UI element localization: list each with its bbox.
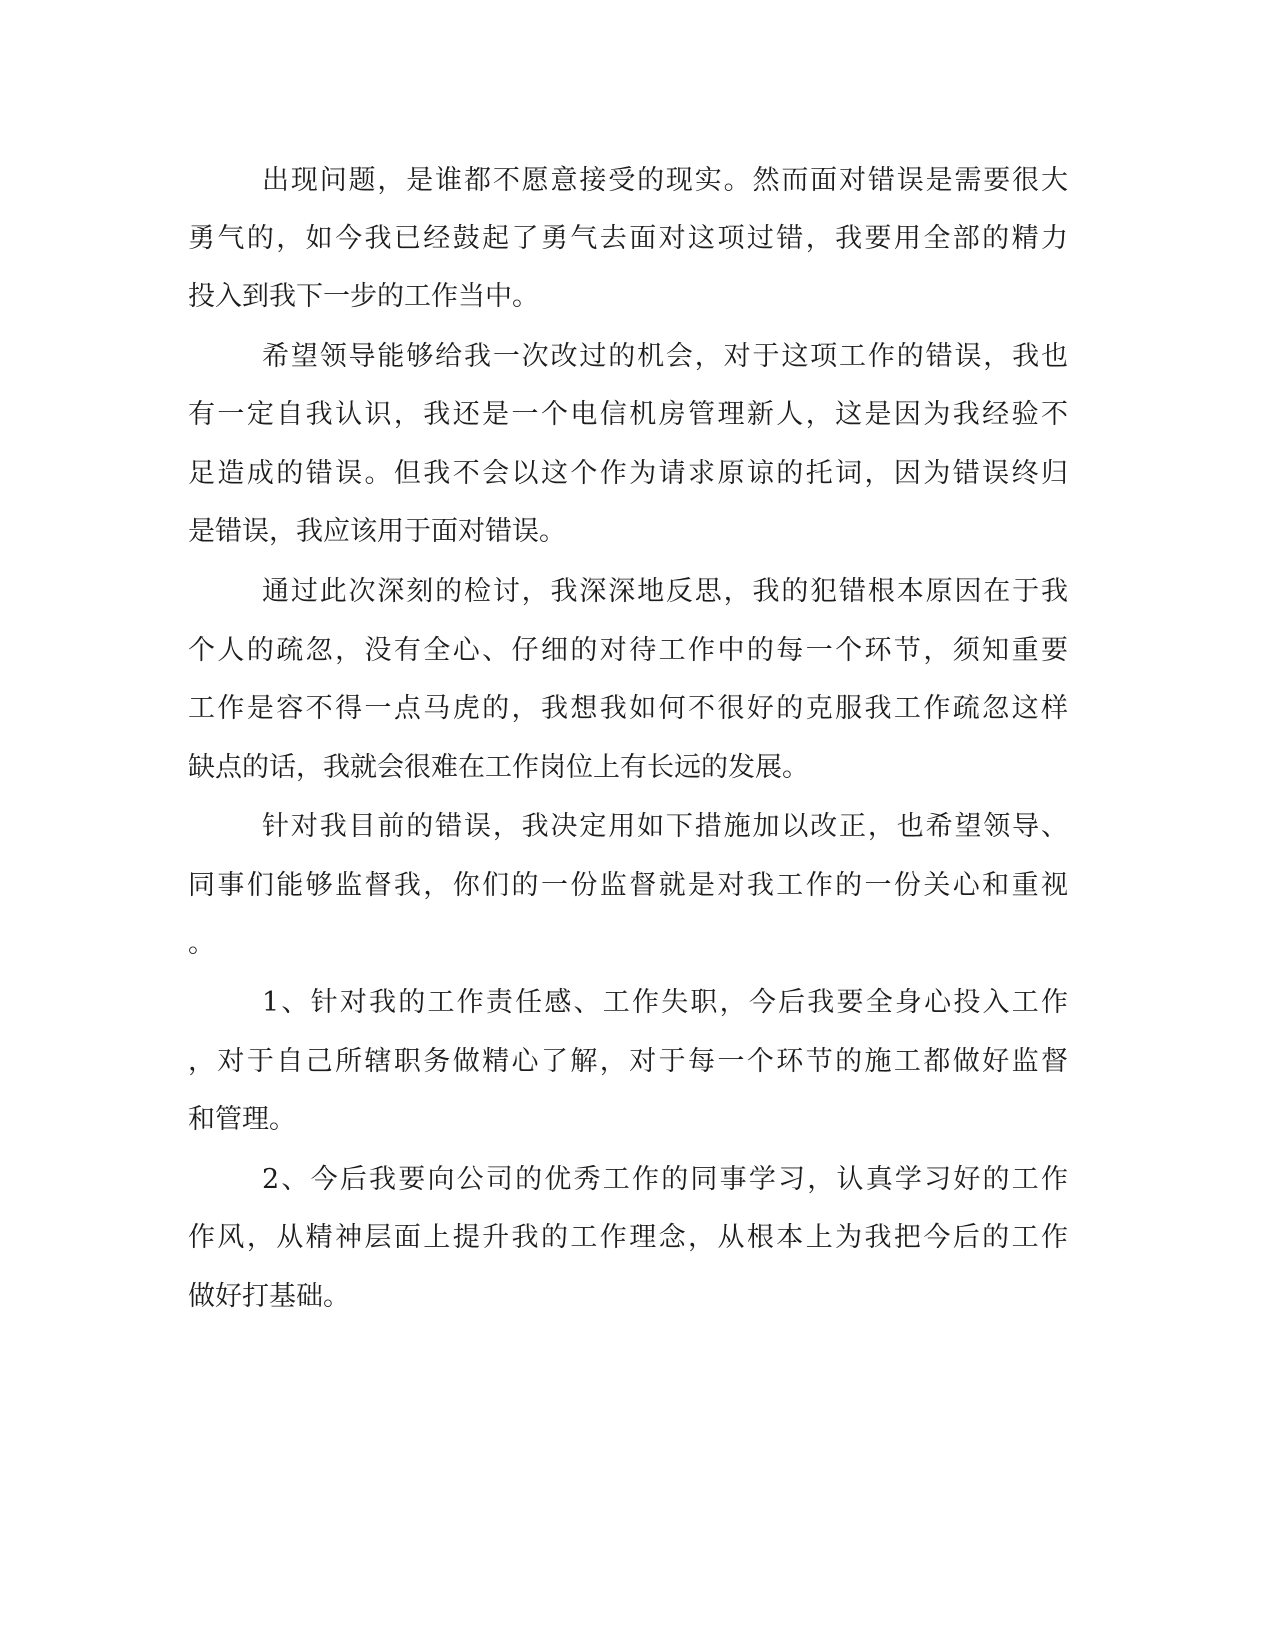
paragraph-2-line-4: 是错误，我应该用于面对错误。 <box>188 516 566 547</box>
paragraph-3-line-2: 个人的疏忽，没有全心、仔细的对待工作中的每一个环节，须知重要 <box>188 635 1068 666</box>
paragraph-2-line-1: 希望领导能够给我一次改过的机会，对于这项工作的错误，我也 <box>262 341 1068 372</box>
paragraph-4-line-3: 。 <box>188 928 215 959</box>
paragraph-4-line-2: 同事们能够监督我，你们的一份监督就是对我工作的一份关心和重视 <box>188 870 1068 901</box>
paragraph-1-line-2: 勇气的，如今我已经鼓起了勇气去面对这项过错，我要用全部的精力 <box>188 223 1068 254</box>
paragraph-3-line-4: 缺点的话，我就会很难在工作岗位上有长远的发展。 <box>188 752 809 783</box>
paragraph-2-line-3: 足造成的错误。但我不会以这个作为请求原谅的托词，因为错误终归 <box>188 458 1068 489</box>
paragraph-3-line-1: 通过此次深刻的检讨，我深深地反思，我的犯错根本原因在于我 <box>262 576 1068 607</box>
paragraph-4-line-1: 针对我目前的错误，我决定用如下措施加以改正，也希望领导、 <box>262 811 1068 842</box>
paragraph-2-line-2: 有一定自我认识，我还是一个电信机房管理新人，这是因为我经验不 <box>188 399 1068 430</box>
paragraph-6-line-2: 作风，从精神层面上提升我的工作理念，从根本上为我把今后的工作 <box>188 1222 1068 1253</box>
paragraph-6-line-1: 2、今后我要向公司的优秀工作的同事学习，认真学习好的工作 <box>262 1164 1068 1195</box>
paragraph-5-line-2: ，对于自己所辖职务做精心了解，对于每一个环节的施工都做好监督 <box>188 1046 1068 1077</box>
paragraph-5-line-1: 1、针对我的工作责任感、工作失职，今后我要全身心投入工作 <box>262 987 1068 1018</box>
paragraph-5-line-3: 和管理。 <box>188 1104 296 1135</box>
paragraph-1-line-3: 投入到我下一步的工作当中。 <box>188 281 539 312</box>
paragraph-6-line-3: 做好打基础。 <box>188 1281 350 1312</box>
paragraph-3-line-3: 工作是容不得一点马虎的，我想我如何不很好的克服我工作疏忽这样 <box>188 693 1068 724</box>
paragraph-1-line-1: 出现问题，是谁都不愿意接受的现实。然而面对错误是需要很大 <box>262 165 1068 196</box>
